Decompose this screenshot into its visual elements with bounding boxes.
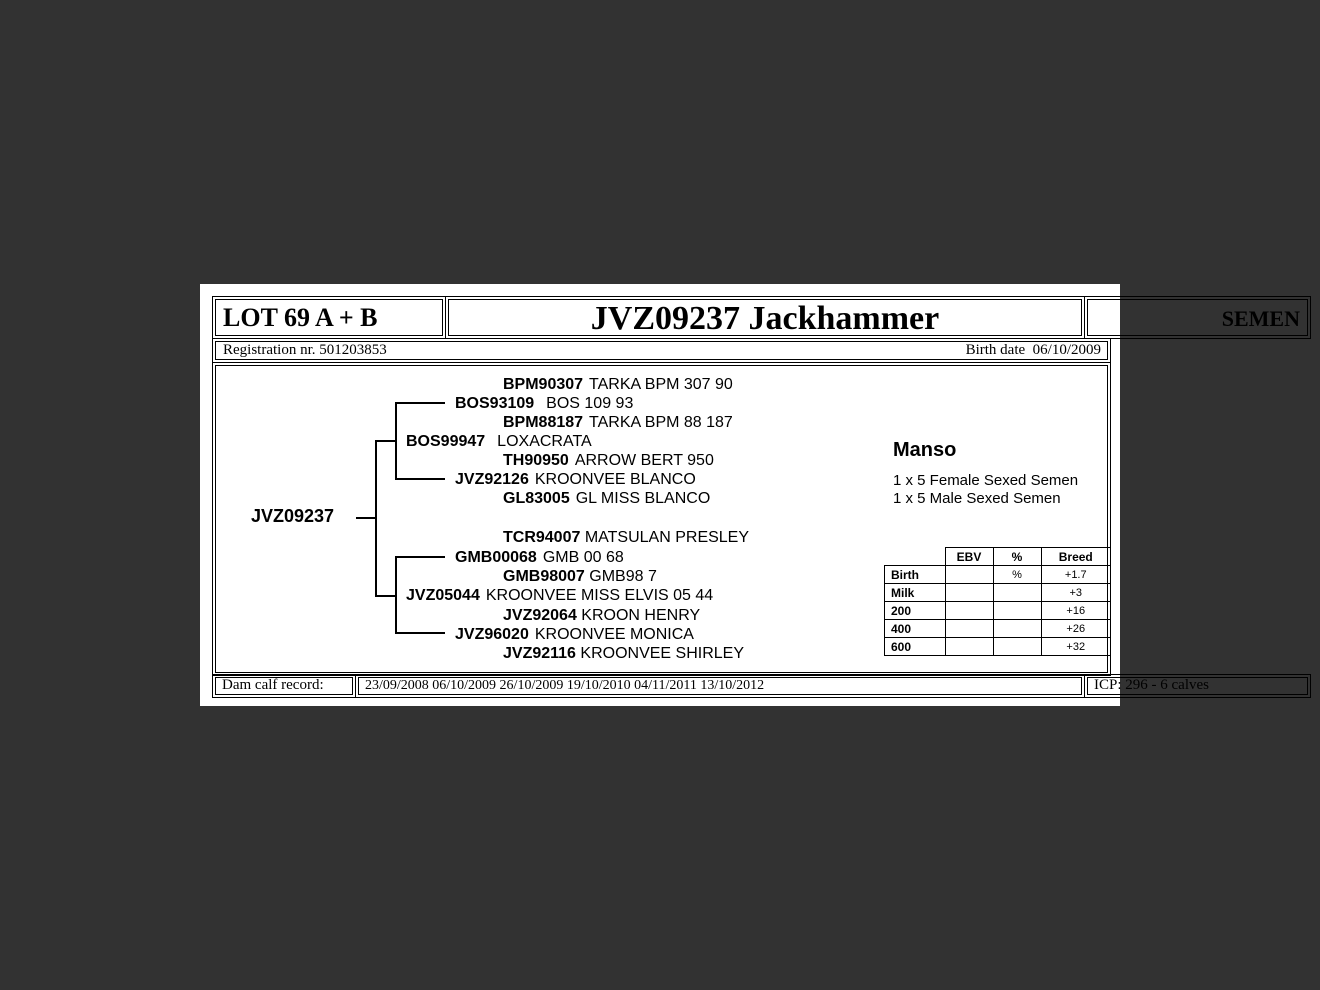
lot-box	[212, 296, 446, 339]
table-row	[885, 620, 1111, 638]
ebv-cell	[945, 566, 993, 584]
ebv-table	[884, 547, 1111, 656]
ebv-pct-cell	[993, 602, 1041, 620]
ebv-pct-cell	[993, 638, 1041, 656]
pedigree-sire-dam-sire: TH90950 ARROW BERT 950	[503, 452, 714, 469]
ebv-cell	[945, 602, 993, 620]
ebv-cell	[945, 584, 993, 602]
birth-date-value: 06/10/2009	[1032, 342, 1101, 358]
ebv-cell	[945, 638, 993, 656]
registration-number: 501203853	[319, 342, 387, 358]
pedigree-dam-sire-sire: TCR94007 MATSULAN PRESLEY	[503, 529, 750, 546]
pedigree-sire-dam-dam: GL83005 GL MISS BLANCO	[503, 490, 711, 507]
ebv-pct-cell	[993, 584, 1041, 602]
table-row	[885, 602, 1111, 620]
pedigree-sire-sire-dam: BPM88187 TARKA BPM 88 187	[503, 414, 733, 431]
ebv-row-label: Birth	[885, 566, 946, 584]
registration-box	[212, 338, 1111, 363]
pedigree-dam-dam-sire: JVZ92064 KROON HENRY	[503, 607, 701, 624]
table-row	[885, 638, 1111, 656]
ebv-pct-cell: %	[993, 566, 1041, 584]
pedigree-line	[375, 440, 377, 597]
pedigree-sire-sire-sire: BPM90307 TARKA BPM 307 90	[503, 376, 733, 393]
pedigree-line	[395, 556, 445, 558]
dam-calf-dates-box	[355, 674, 1085, 698]
icp-box	[1084, 674, 1311, 698]
ebv-header-ebv: EBV	[945, 548, 993, 566]
ebv-row-label: Milk	[885, 584, 946, 602]
pedigree-line	[375, 595, 395, 597]
ebv-breed-cell: +32	[1041, 638, 1111, 656]
birth-date-field	[966, 342, 1101, 359]
icp-value: ICP: 296 - 6 calves	[1094, 677, 1209, 693]
product-type: SEMEN	[1221, 306, 1300, 331]
pedigree-sire-sire: BOS93109 BOS 109 93	[455, 395, 634, 412]
ebv-pct-cell	[993, 620, 1041, 638]
ebv-header-row	[885, 548, 1111, 566]
pedigree-line	[356, 517, 376, 519]
pedigree-line	[375, 440, 395, 442]
product-type-box	[1084, 296, 1311, 339]
pedigree-line	[395, 402, 445, 404]
ebv-breed-cell: +3	[1041, 584, 1111, 602]
pedigree-sire-dam: JVZ92126 KROONVEE BLANCO	[455, 471, 696, 488]
pedigree-subject: JVZ09237	[251, 506, 335, 526]
offer-line: 1 x 5 Male Sexed Semen	[893, 490, 1061, 507]
lot-number: LOT 69 A + B	[223, 303, 378, 332]
pedigree-dam: JVZ05044 KROONVEE MISS ELVIS 05 44	[406, 587, 714, 604]
ebv-row-label: 600	[885, 638, 946, 656]
breed-name: Manso	[893, 439, 957, 461]
pedigree-line	[395, 556, 397, 634]
pedigree-dam-sire-dam: GMB98007 GMB98 7	[503, 568, 657, 585]
lot-card	[200, 284, 1300, 706]
table-row	[885, 584, 1111, 602]
pedigree-line	[395, 632, 445, 634]
animal-title: JVZ09237 Jackhammer	[590, 300, 940, 337]
pedigree-dam-sire: GMB00068 GMB 00 68	[455, 549, 624, 566]
ebv-cell	[945, 620, 993, 638]
pedigree-dam-dam-dam: JVZ92116 KROONVEE SHIRLEY	[503, 645, 745, 662]
birth-date-label: Birth date	[965, 342, 1026, 358]
offer-line: 1 x 5 Female Sexed Semen	[893, 472, 1079, 489]
dam-calf-label: Dam calf record:	[222, 677, 324, 693]
ebv-header-pct: %	[993, 548, 1041, 566]
animal-title-box	[445, 296, 1085, 339]
dam-calf-dates: 23/09/2008 06/10/2009 26/10/2009 19/10/2010 04/11/2011 13/10/2012	[365, 678, 765, 693]
ebv-breed-cell: +16	[1041, 602, 1111, 620]
registration-label	[223, 342, 387, 359]
pedigree-dam-dam: JVZ96020 KROONVEE MONICA	[455, 626, 694, 643]
ebv-row-label: 400	[885, 620, 946, 638]
pedigree-line	[395, 478, 445, 480]
ebv-breed-cell: +26	[1041, 620, 1111, 638]
pedigree-line	[395, 402, 397, 480]
ebv-breed-cell: +1.7	[1041, 566, 1111, 584]
ebv-row-label: 200	[885, 602, 946, 620]
ebv-corner	[885, 548, 946, 566]
table-row	[885, 566, 1111, 584]
registration-label-text: Registration nr.	[223, 342, 316, 358]
pedigree-sire: BOS99947 LOXACRATA	[406, 433, 592, 450]
ebv-header-breed: Breed	[1041, 548, 1111, 566]
dam-calf-label-box	[212, 674, 356, 698]
